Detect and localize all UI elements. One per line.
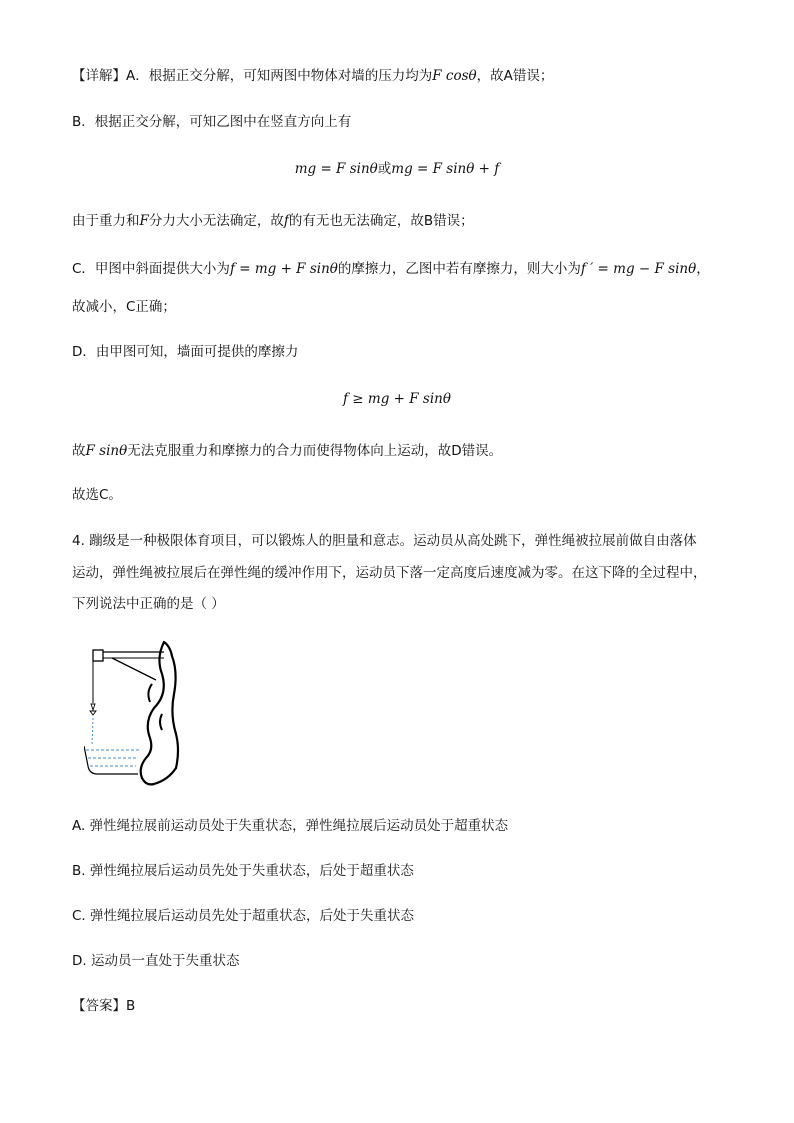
- detail-d-conclusion: [72, 441, 502, 461]
- choose-line: 故选C。: [72, 487, 122, 503]
- cliff-crack-1: [148, 684, 152, 702]
- answer: 【答案】B: [72, 998, 136, 1014]
- detail-c-line: [72, 259, 710, 279]
- b-text-2: 分力大小无法确定，故: [148, 213, 284, 229]
- b-symbol-F: F: [139, 213, 149, 229]
- c-formula-1: f = mg + F sinθ: [229, 261, 338, 277]
- cliff: [141, 642, 178, 784]
- equation-b: [0, 159, 794, 179]
- option-b: B. 弹性绳拉展后运动员先处于失重状态，后处于超重状态: [72, 863, 414, 879]
- equation-b-right: mg = F sinθ + f: [391, 161, 500, 177]
- bungee-illustration: [84, 638, 184, 793]
- b-text-3: 的有无也无法确定，故B错误；: [288, 213, 474, 229]
- detail-a-line: [72, 66, 553, 86]
- c-text-1: C．甲图中斜面提供大小为: [72, 261, 230, 277]
- detail-b-conclusion: [72, 211, 474, 231]
- detail-d-intro: D．由甲图可知，墙面可提供的摩擦力: [72, 344, 299, 360]
- question-line-3: 下列说法中正确的是（ ）: [72, 596, 225, 612]
- equation-b-left: mg = F sinθ: [294, 161, 378, 177]
- equation-b-or: 或: [377, 161, 392, 177]
- b-symbol-f: f: [283, 213, 289, 229]
- question-line-1: 4. 蹦级是一种极限体育项目，可以锻炼人的胆量和意志。运动员从高处跳下，弹性绳被拉展前做自由落体: [72, 533, 697, 549]
- equation-d-text: f ≥ mg + F sinθ: [343, 391, 451, 407]
- option-a: A. 弹性绳拉展前运动员处于失重状态，弹性绳拉展后运动员处于超重状态: [72, 818, 509, 834]
- fall-path: [92, 718, 93, 746]
- detail-b-intro: B．根据正交分解，可知乙图中在竖直方向上有: [72, 114, 352, 130]
- option-d: D. 运动员一直处于失重状态: [72, 953, 240, 969]
- option-c: C. 弹性绳拉展后运动员先处于超重状态，后处于失重状态: [72, 908, 415, 924]
- bungee-figure: [84, 638, 184, 793]
- detail-c-conclusion: 故减小，C正确；: [72, 299, 176, 315]
- boom-brace: [112, 658, 156, 680]
- c-text-3: ，: [696, 261, 710, 277]
- c-text-2: 的摩擦力，乙图中若有摩擦力，则大小为: [337, 261, 581, 277]
- cliff-crack-2: [160, 714, 162, 730]
- question-line-2: 运动，弹性绳被拉展后在弹性绳的缓冲作用下，运动员下落一定高度后速度减为零。在这下降的全过程中，: [72, 565, 707, 581]
- detail-a-text: 【详解】A．根据正交分解，可知两图中物体对墙的压力均为: [72, 68, 433, 84]
- equation-d: [0, 389, 794, 409]
- d-text-2: 无法克服重力和摩擦力的合力而使得物体向上运动，故D错误。: [127, 443, 503, 459]
- detail-a-formula: F cosθ: [432, 68, 477, 84]
- d-text-1: 故: [72, 443, 86, 459]
- detail-a-suffix: ，故A错误；: [476, 68, 554, 84]
- b-text-1: 由于重力和: [72, 213, 140, 229]
- jumper: [90, 704, 96, 715]
- platform-box: [93, 650, 103, 661]
- d-formula: F sinθ: [85, 443, 128, 459]
- c-formula-2: f ′ = mg − F sinθ: [580, 261, 697, 277]
